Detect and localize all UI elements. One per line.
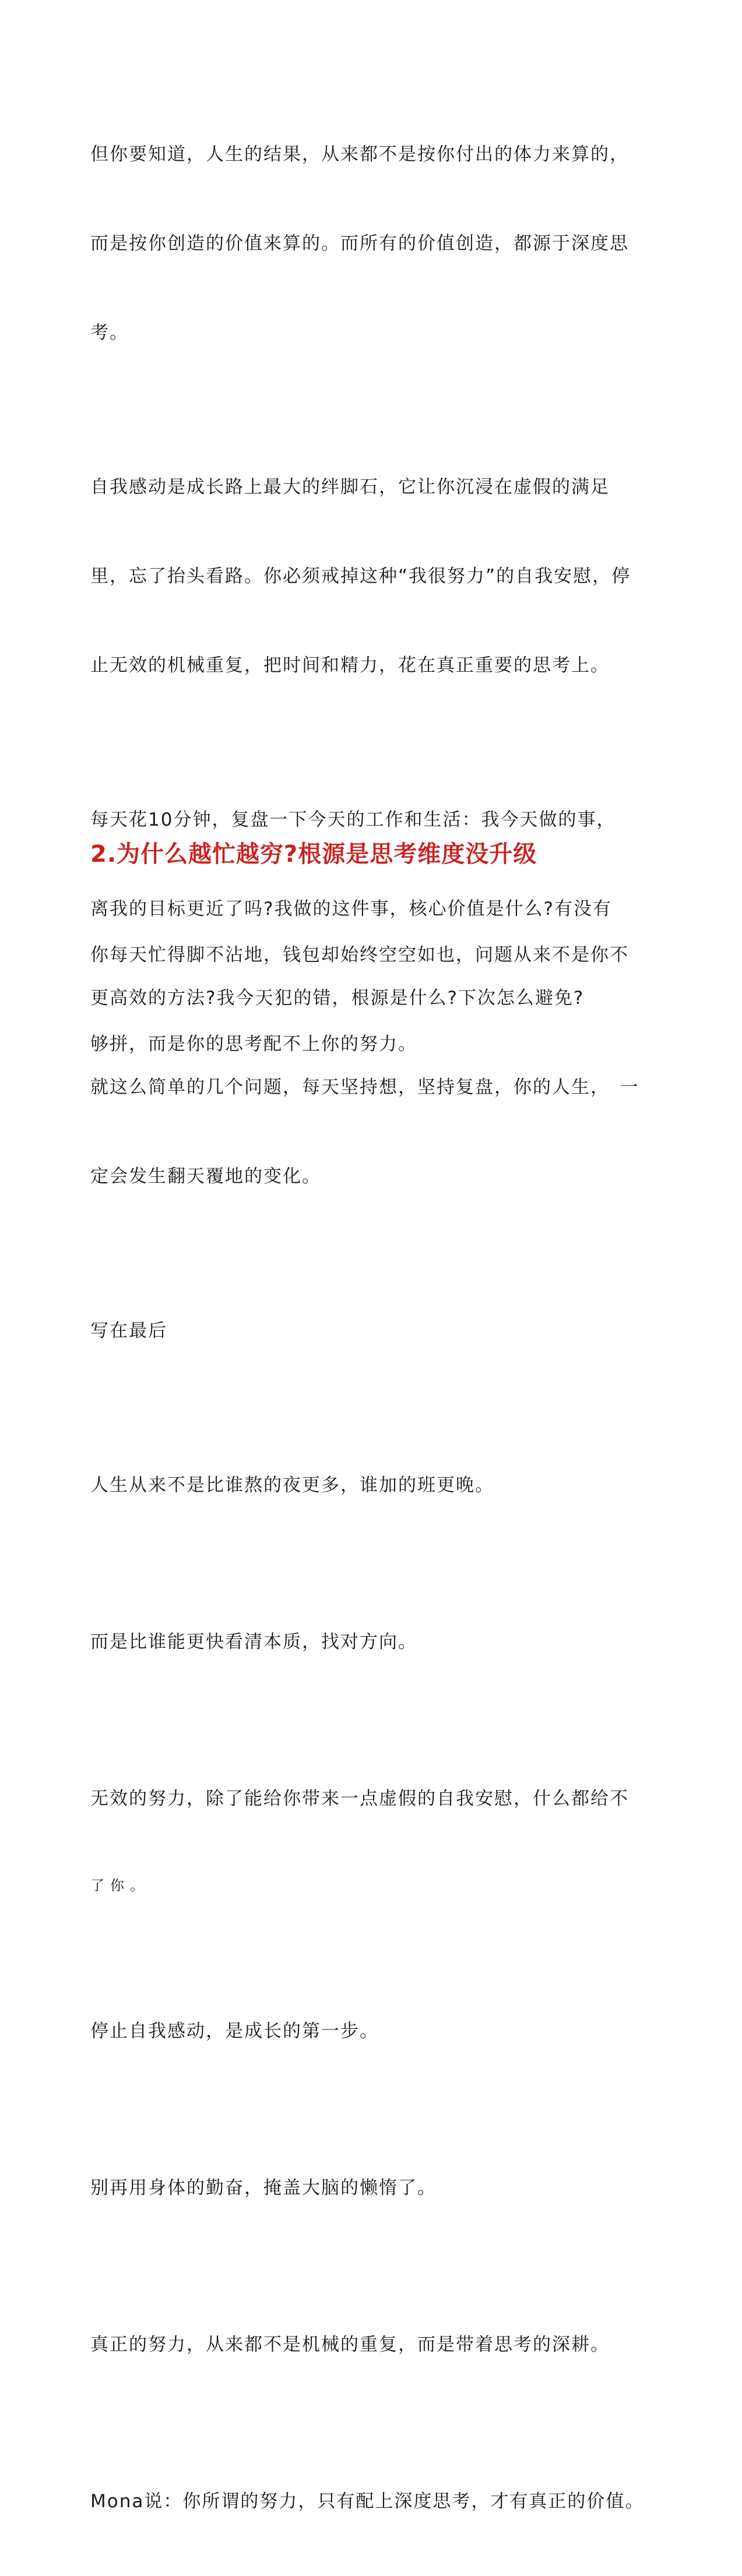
paragraph-closing-heading (90, 1257, 650, 1405)
text-line: 考。 (90, 322, 129, 343)
text-line: 每天花10分钟，复盘一下今天的工作和生活：我今天做的事， (90, 809, 616, 830)
text-line: 自我感动是成长路上最大的绊脚石，它让你沉浸在虚假的满足 (90, 477, 610, 498)
paragraph-closing-4 (90, 1957, 650, 2106)
text-line: 里，忘了抬头看路。你必须戒掉这种“我很努力”的自我安慰，停 (90, 566, 631, 587)
text-line: Mona说：你所谓的努力，只有配上深度思考，才有真正的价值。 (90, 2491, 645, 2512)
paragraph-closing-1 (90, 1411, 650, 1560)
text-line: 你每天忙得脚不沾地，钱包却始终空空如也，问题从来不是你不 (90, 945, 629, 965)
section-body (90, 881, 650, 1119)
text-line: 停止自我感动，是成长的第一步。 (90, 2021, 379, 2042)
paragraph-closing-6 (90, 2271, 650, 2419)
text-line: 更高效的方法?我今天犯的错，根源是什么?下次怎么避免? (90, 988, 585, 1009)
section-paragraph (90, 881, 650, 1119)
section-heading: 2.为什么越忙越穷?根源是思考维度没升级 (90, 841, 537, 868)
text-line: 无效的努力，除了能给你带来一点虚假的自我安慰，什么都给不 (90, 1788, 629, 1809)
text-line: 写在最后 (90, 1320, 167, 1341)
text-line: 止无效的机械重复，把时间和精力，花在真正重要的思考上。 (90, 655, 610, 676)
text-line: 就这么简单的几个问题，每天坚持想，坚持复盘，你的人生， 一 (90, 1077, 639, 1098)
text-line: 别再用身体的勤奋，掩盖大脑的懒惰了。 (90, 2177, 437, 2198)
text-line: 但你要知道，人生的结果，从来都不是按你付出的体力来算的， (90, 144, 629, 165)
paragraph-closing-5 (90, 2114, 650, 2263)
text-line: 定会发生翻天覆地的变化。 (90, 1166, 321, 1187)
article-body (90, 80, 650, 2576)
text-line: 离我的目标更近了吗?我做的这件事，核心价值是什么?有没有 (90, 898, 612, 919)
paragraph-self-touching (90, 413, 650, 740)
text-line: 而是比谁能更快看清本质，找对方向。 (90, 1631, 417, 1652)
text-line: 够拼，而是你的思考配不上你的努力。 (90, 1034, 417, 1055)
paragraph-closing-3 (90, 1725, 650, 1957)
paragraph-closing-2 (90, 1568, 650, 1717)
text-line: 人生从来不是比谁熬的夜更多，谁加的班更晚。 (90, 1475, 494, 1496)
text-line: 而是按你创造的价值来算的。而所有的价值创造，都源于深度思 (90, 233, 629, 254)
text-line: 真正的努力，从来都不是机械的重复，而是带着思考的深耕。 (90, 2334, 610, 2355)
paragraph-author-quote (90, 2427, 650, 2576)
text-line-tail: 了你。 (90, 1877, 150, 1894)
paragraph-value-of-thinking (90, 80, 650, 407)
